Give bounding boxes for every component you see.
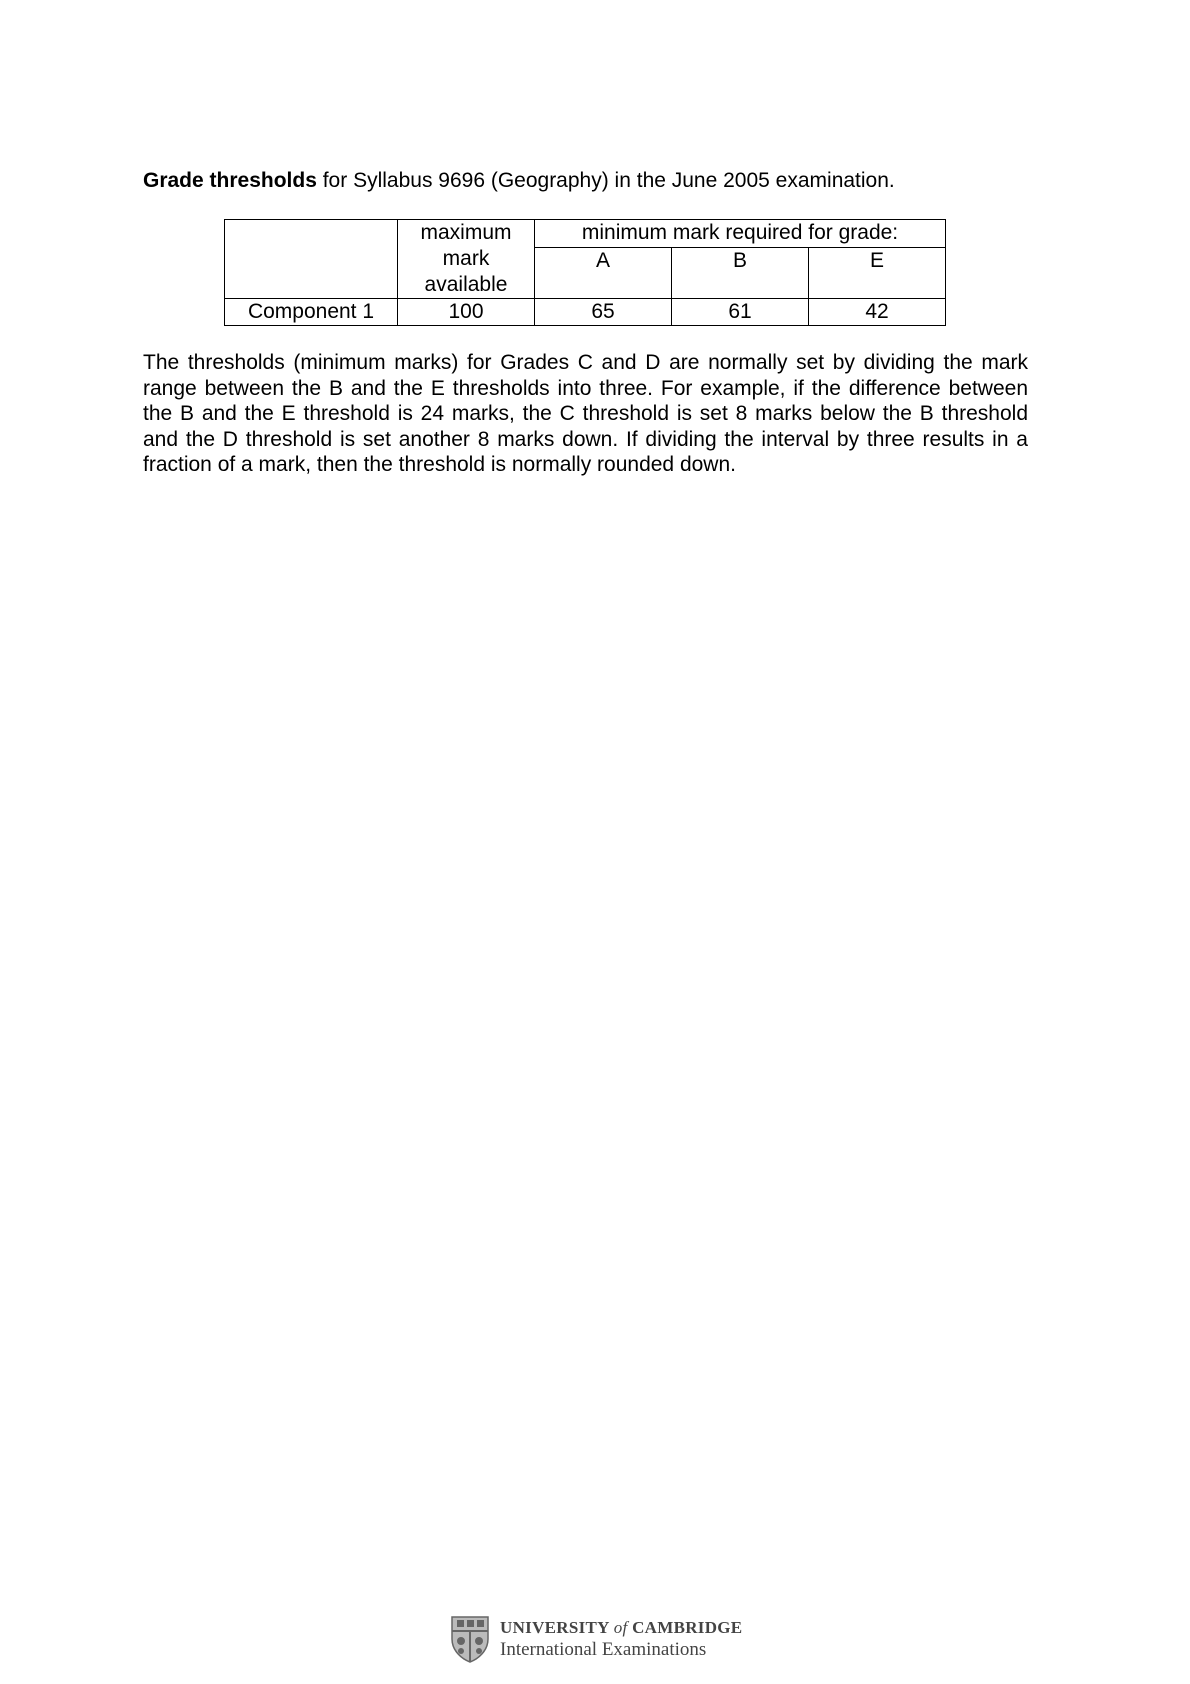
cell-grade-a: 65 [535, 299, 672, 326]
header-min-mark: minimum mark required for grade: [535, 220, 946, 248]
crest-icon [450, 1615, 490, 1663]
table-header-row [225, 220, 946, 248]
header-grade-e: E [809, 248, 946, 299]
logo-wordmark [500, 1617, 742, 1661]
header-max-line1: maximum [420, 221, 512, 244]
cell-component: Component 1 [225, 299, 398, 326]
threshold-explanation: The thresholds (minimum marks) for Grades C and D are normally set by dividing the mark range between the B and the E thresholds into three. For example, if the difference between the B and the E threshold is 24 marks, the C threshold is set 8 marks below the B threshold and the D threshold is set another 8 marks down. If dividing the interval by three results in a fraction of a mark, then the threshold is normally rounded down. [143, 351, 1028, 476]
cell-max: 100 [398, 299, 535, 326]
header-grade-a: A [535, 248, 672, 299]
heading-bold: Grade thresholds [143, 169, 317, 192]
logo-university: UNIVERSITY [500, 1618, 610, 1637]
cell-grade-e: 42 [809, 299, 946, 326]
logo-of: of [613, 1618, 628, 1637]
table-row [225, 299, 946, 326]
logo-cambridge: CAMBRIDGE [632, 1618, 743, 1637]
heading-rest: for Syllabus 9696 (Geography) in the June 2005 examination. [316, 169, 895, 192]
header-max-line2: mark [442, 247, 490, 270]
header-grade-b: B [672, 248, 809, 299]
header-max-line3: available [424, 273, 508, 296]
grade-threshold-table [224, 219, 946, 326]
logo-line1 [500, 1617, 742, 1639]
header-max-mark [398, 220, 535, 299]
page-heading [143, 168, 895, 194]
header-empty-cell [225, 220, 398, 299]
logo-line2: International Examinations [500, 1639, 707, 1660]
cell-grade-b: 61 [672, 299, 809, 326]
cambridge-logo [450, 1615, 742, 1663]
